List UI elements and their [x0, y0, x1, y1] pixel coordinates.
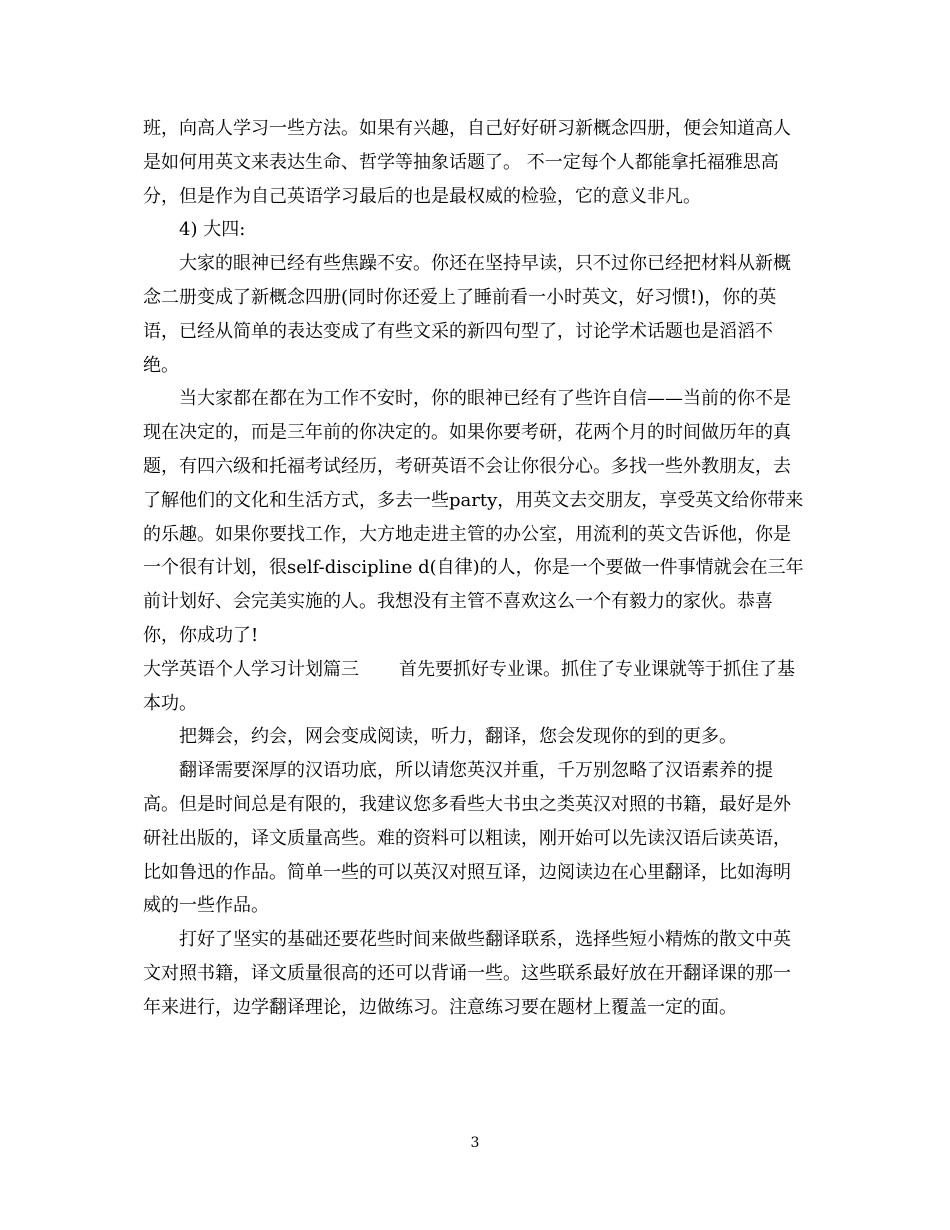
section-heading-senior-year: 4) 大四: — [179, 219, 246, 241]
section-intro-text: 首先要抓好专业课。抓住了专业课就等于抓住了基本功。 — [143, 658, 795, 714]
paragraph: 当大家都在都在为工作不安时，你的眼神已经有了些许自信——当前的你不是现在决定的，而是三年前的你决定的。如果你要考研，花两个月的时间做历年的真题，有四六级和托福考试经历，考研英语不会让你很分心。多找一些外教朋友，去了解他们的文化和生活方式，多去一些party，用英文去交朋友，享受英文给你带来的乐趣。如果你要找工作，大方地走进主管的办公室，用流利的英文告诉他，你是一个很有计划，很self-discipline d(自律)的人，你是一个要做一件事情就会在三年前计划好、会完美实施的人。我想没有主管不喜欢这么一个有毅力的家伙。恭喜你，你成功了! — [143, 388, 804, 646]
page-number: 3 — [470, 1135, 480, 1151]
paragraph: 翻译需要深厚的汉语功底，所以请您英汉并重，千万别忽略了汉语素养的提高。但是时间总是有限的，我建议您多看些大书虫之类英汉对照的书籍，最好是外研社出版的，译文质量高些。难的资料可以粗读，刚开始可以先读汉语后读英语，比如鲁迅的作品。简单一些的可以英汉对照互译，边阅读边在心里翻译，比如海明威的一些作品。 — [143, 760, 791, 917]
section-heading-part-three — [143, 653, 808, 721]
section-title: 大学英语个人学习计划篇三 — [143, 658, 359, 680]
paragraph: 班，向高人学习一些方法。如果有兴趣，自己好好研习新概念四册，便会知道高人是如何用英文来表达生命、哲学等抽象话题了。 不一定每个人都能拿托福雅思高分，但是作为自己英语学习最后的也是最权威的检验，它的意义非凡。 — [143, 118, 791, 207]
paragraph: 大家的眼神已经有些焦躁不安。你还在坚持早读，只不过你已经把材料从新概念二册变成了新概念四册(同时你还爱上了睡前看一小时英文，好习惯!)，你的英语，已经从简单的表达变成了有些文采的新四句型了，讨论学术话题也是滔滔不绝。 — [143, 253, 791, 376]
paragraph: 打好了坚实的基础还要花些时间来做些翻译联系，选择些短小精炼的散文中英文对照书籍，译文质量很高的还可以背诵一些。这些联系最好放在开翻译课的那一年来进行，边学翻译理论，边做练习。注意练习要在题材上覆盖一定的面。 — [143, 929, 791, 1018]
paragraph: 把舞会，约会，网会变成阅读，听力，翻译，您会发现你的到的更多。 — [179, 726, 737, 748]
document-body — [143, 112, 808, 1025]
